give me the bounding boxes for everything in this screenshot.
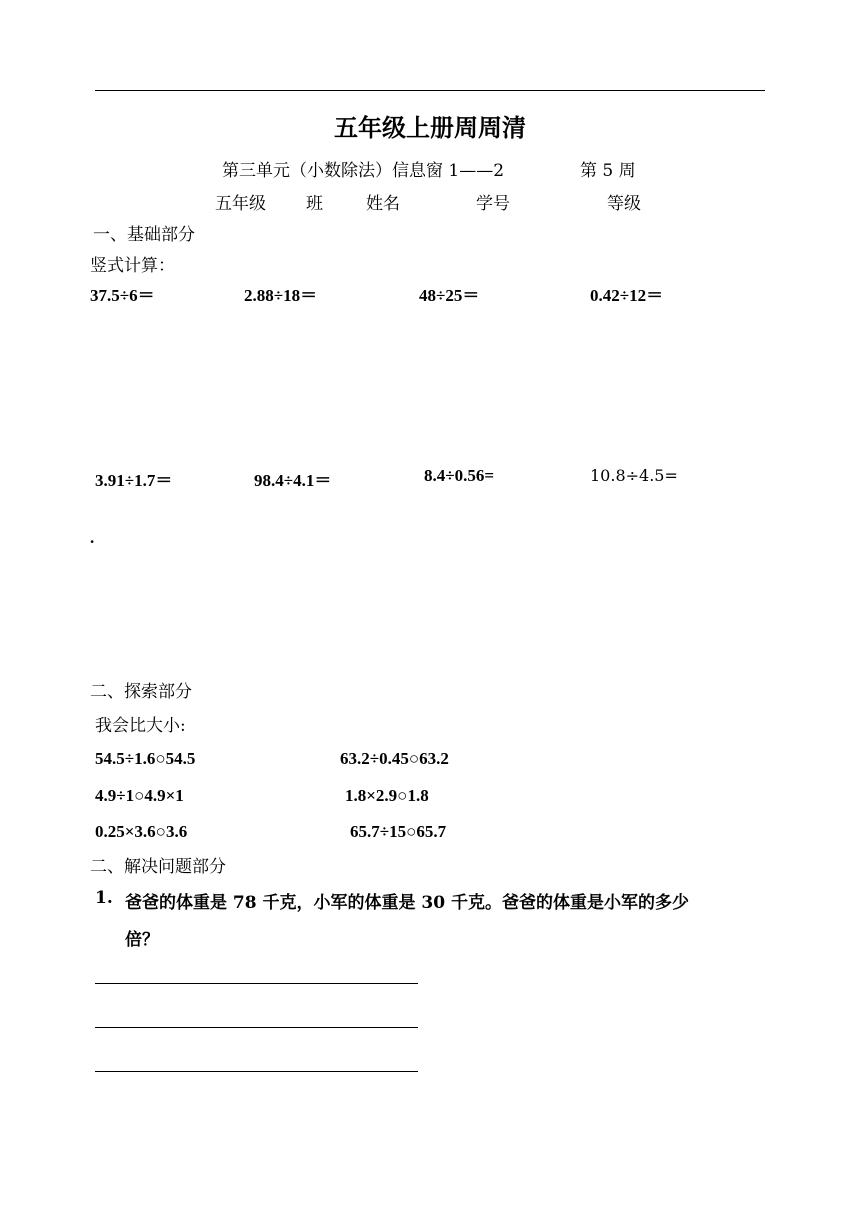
calc-item: 98.4÷4.1＝ bbox=[254, 471, 332, 490]
compare-item: 4.9÷1○4.9×1 bbox=[95, 786, 184, 805]
calc-item: 10.8÷4.5= bbox=[590, 466, 678, 485]
compare-item: 63.2÷0.45○63.2 bbox=[340, 749, 449, 768]
vertical-calc-instruction: 竖式计算： bbox=[90, 256, 175, 276]
stray-dot: . bbox=[90, 528, 95, 547]
class-label: 班 bbox=[306, 194, 323, 214]
week-label: 第 5 周 bbox=[580, 161, 636, 181]
section-explore-heading: 二、探索部分 bbox=[90, 682, 192, 702]
answer-line bbox=[95, 1071, 418, 1072]
level-label: 等级 bbox=[607, 194, 641, 214]
page-title: 五年级上册周周清 bbox=[334, 114, 526, 142]
section-basic-heading: 一、基础部分 bbox=[93, 225, 195, 245]
name-label: 姓名 bbox=[366, 194, 400, 214]
compare-item: 54.5÷1.6○54.5 bbox=[95, 749, 196, 768]
compare-item: 1.8×2.9○1.8 bbox=[345, 786, 429, 805]
compare-item: 65.7÷15○65.7 bbox=[350, 822, 447, 841]
compare-instruction: 我会比大小: bbox=[95, 716, 186, 736]
top-rule bbox=[95, 90, 765, 91]
unit-subtitle: 第三单元（小数除法）信息窗 1——2 bbox=[222, 161, 505, 181]
problem-number: 1. bbox=[95, 888, 113, 908]
problem-text: 爸爸的体重是 78 千克，小军的体重是 30 千克。爸爸的体重是小军的多少 bbox=[125, 893, 689, 913]
answer-line bbox=[95, 1027, 418, 1028]
calc-item: 37.5÷6＝ bbox=[90, 286, 155, 305]
grade-label: 五年级 bbox=[215, 194, 266, 214]
student-number-label: 学号 bbox=[476, 194, 510, 214]
problem-text-continued: 倍？ bbox=[125, 930, 159, 950]
answer-line bbox=[95, 983, 418, 984]
compare-item: 0.25×3.6○3.6 bbox=[95, 822, 188, 841]
calc-item: 2.88÷18＝ bbox=[244, 286, 318, 305]
calc-item: 3.91÷1.7＝ bbox=[95, 471, 173, 490]
section-problem-heading: 二、解决问题部分 bbox=[90, 857, 226, 877]
calc-item: 8.4÷0.56= bbox=[424, 466, 495, 485]
calc-item: 48÷25＝ bbox=[419, 286, 480, 305]
calc-item: 0.42÷12＝ bbox=[590, 286, 664, 305]
